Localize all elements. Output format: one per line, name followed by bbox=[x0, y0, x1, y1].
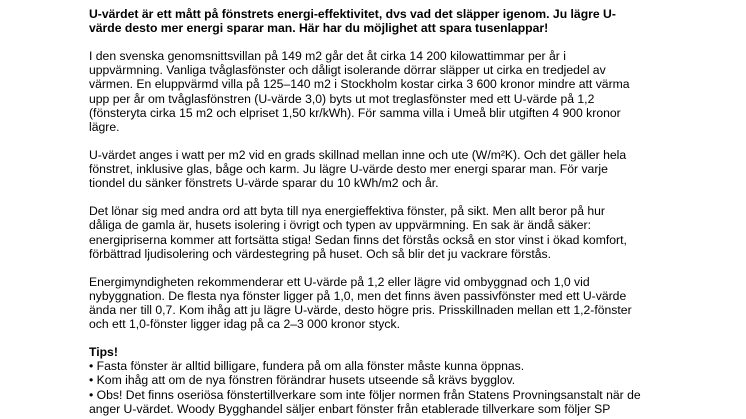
tip-text: Kom ihåg att om de nya fönstren förändrar husets utseende så krävs bygglov. bbox=[96, 373, 516, 388]
tips-list-item bbox=[89, 359, 649, 373]
bullet-glyph: • bbox=[89, 387, 94, 402]
tip-text: Fasta fönster är alltid billigare, fundera på om alla fönster måste kunna öppnas. bbox=[96, 359, 525, 374]
body-paragraph-2: U-värdet anges i watt per m2 vid en grads skillnad mellan inne och ute (W/m²K). Och det gäller hela fönstret, inklusive glas, båge och karm. Ju lägre U-värde desto mer energi sparar man. För varje tiondel du sänker fönstrets U-värde sparar du 10 kWh/m2 och år. bbox=[89, 147, 627, 191]
lead-paragraph: U-värdet är ett mått på fönstrets energi-effektivitet, dvs vad det släpper igenom. Ju lägre U- värde desto mer energi sparar man. Här har du möjlighet att spara tusenlappar! bbox=[89, 7, 616, 36]
tips-list bbox=[89, 359, 649, 415]
bullet-glyph: • bbox=[89, 373, 94, 388]
body-paragraph-4: Energimyndigheten rekommenderar ett U-värde på 1,2 eller lägre vid ombyggnad och 1,0 vid nybyggnation. De flesta nya fönster ligger på 1,0, men det finns även passivfönster med ett U-värde ända ner till 0,7. Kom ihåg att ju lägre U-värde, desto högre pris. Prisskillnaden mellan ett 1,2-fönster och ett 1,0-fönster ligger idag på ca 2–3 000 kronor styck. bbox=[89, 274, 632, 332]
tips-heading: Tips! bbox=[89, 345, 118, 360]
tips-list-item bbox=[89, 388, 649, 416]
tips-list-item bbox=[89, 373, 649, 387]
bullet-glyph: • bbox=[89, 359, 94, 374]
text-column bbox=[89, 7, 649, 416]
body-paragraph-3: Det lönar sig med andra ord att byta till nya energieffektiva fönster, på sikt. Men allt beror på hur dåliga de gamla är, husets isolering i övrigt och typen av uppvärmning. En sak är ändå säker: energipriserna kommer att fortsätta stiga! Sedan finns det förstås också en stor vinst i ökad komfort, förbättrad ljudisolering och värdestegring på huset. Och så blir det ju vackrare förstås. bbox=[89, 204, 627, 261]
body-paragraph-1: I den svenska genomsnittsvillan på 149 m2 går det åt cirka 14 200 kilowattimmar per år i uppvärmning. Vanliga tvåglasfönster och dåligt isolerande dörrar släpper ut cirka en tredjedel av värmen. En eluppvärmd villa på 125–140 m2 i Stockholm kostar cirka 3 600 kronor mindre att värma upp per år om tvåglasfönstren (U-värde 3,0) byts ut mot treglasfönster med ett U-värde på 1,2 (fönsteryta cirka 15 m2 och elpriset 1,50 kr/kWh). För samma villa i Umeå blir utgiften 4 900 kronor lägre. bbox=[89, 49, 630, 134]
tip-text: Obs! Det finns oseriösa fönstertillverkare som inte följer normen från Statens Provningsanstalt när de anger U-värdet. Woody Bygghandel säljer enbart fönster från etablerade tillverkare som följer SP bbox=[89, 387, 641, 416]
